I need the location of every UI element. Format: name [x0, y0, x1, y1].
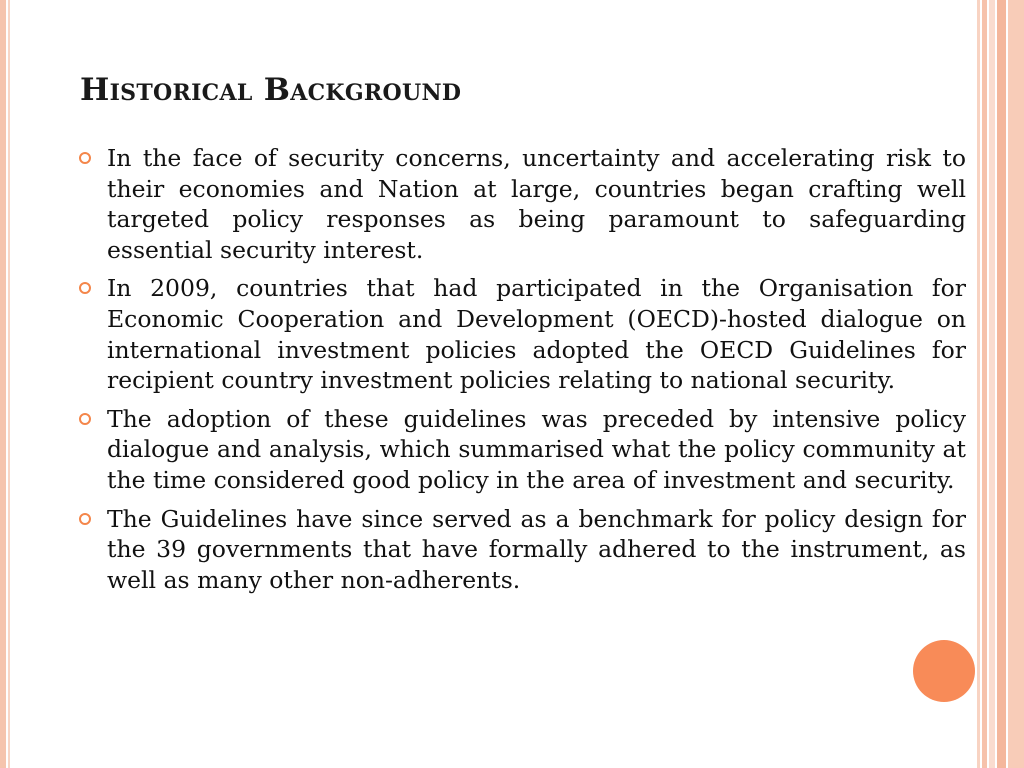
slide-title: Historical Background — [80, 72, 462, 108]
left-border-line — [0, 0, 6, 768]
bullet-circle-icon — [79, 513, 91, 525]
left-border-line-inner — [8, 0, 10, 768]
bullet-item — [78, 273, 966, 395]
bullet-item — [78, 143, 966, 265]
bullet-text: The Guidelines have since served as a benchmark for policy design for the 39 governments that have formally adhered to the instrument, as well as many other non-adherents. — [107, 504, 966, 594]
decorative-orange-circle — [913, 640, 975, 702]
right-decorative-stripe — [997, 0, 1006, 768]
bullet-text: In the face of security concerns, uncertainty and accelerating risk to their economies and Nation at large, countries began crafting well targeted policy responses as being paramount to safeguarding essential security interest. — [107, 144, 966, 264]
bullet-text: In 2009, countries that had participated in the Organisation for Economic Cooperation and Development (OECD)-hosted dialogue on international investment policies adopted the OECD Guidelines for recipient country investment policies relating to national security. — [107, 274, 966, 395]
bullet-text: The adoption of these guidelines was preceded by intensive policy dialogue and analysis, which summarised what the policy community at the time considered good policy in the area of investment and security. — [107, 404, 966, 494]
right-decorative-stripe — [977, 0, 980, 768]
right-decorative-stripe — [982, 0, 987, 768]
right-decorative-stripe — [989, 0, 995, 768]
bullet-circle-icon — [79, 413, 91, 425]
bullet-item — [78, 504, 966, 596]
bullet-list — [78, 143, 966, 603]
bullet-circle-icon — [79, 152, 91, 164]
bullet-item — [78, 404, 966, 496]
right-decorative-stripe — [1008, 0, 1024, 768]
bullet-circle-icon — [79, 282, 91, 294]
